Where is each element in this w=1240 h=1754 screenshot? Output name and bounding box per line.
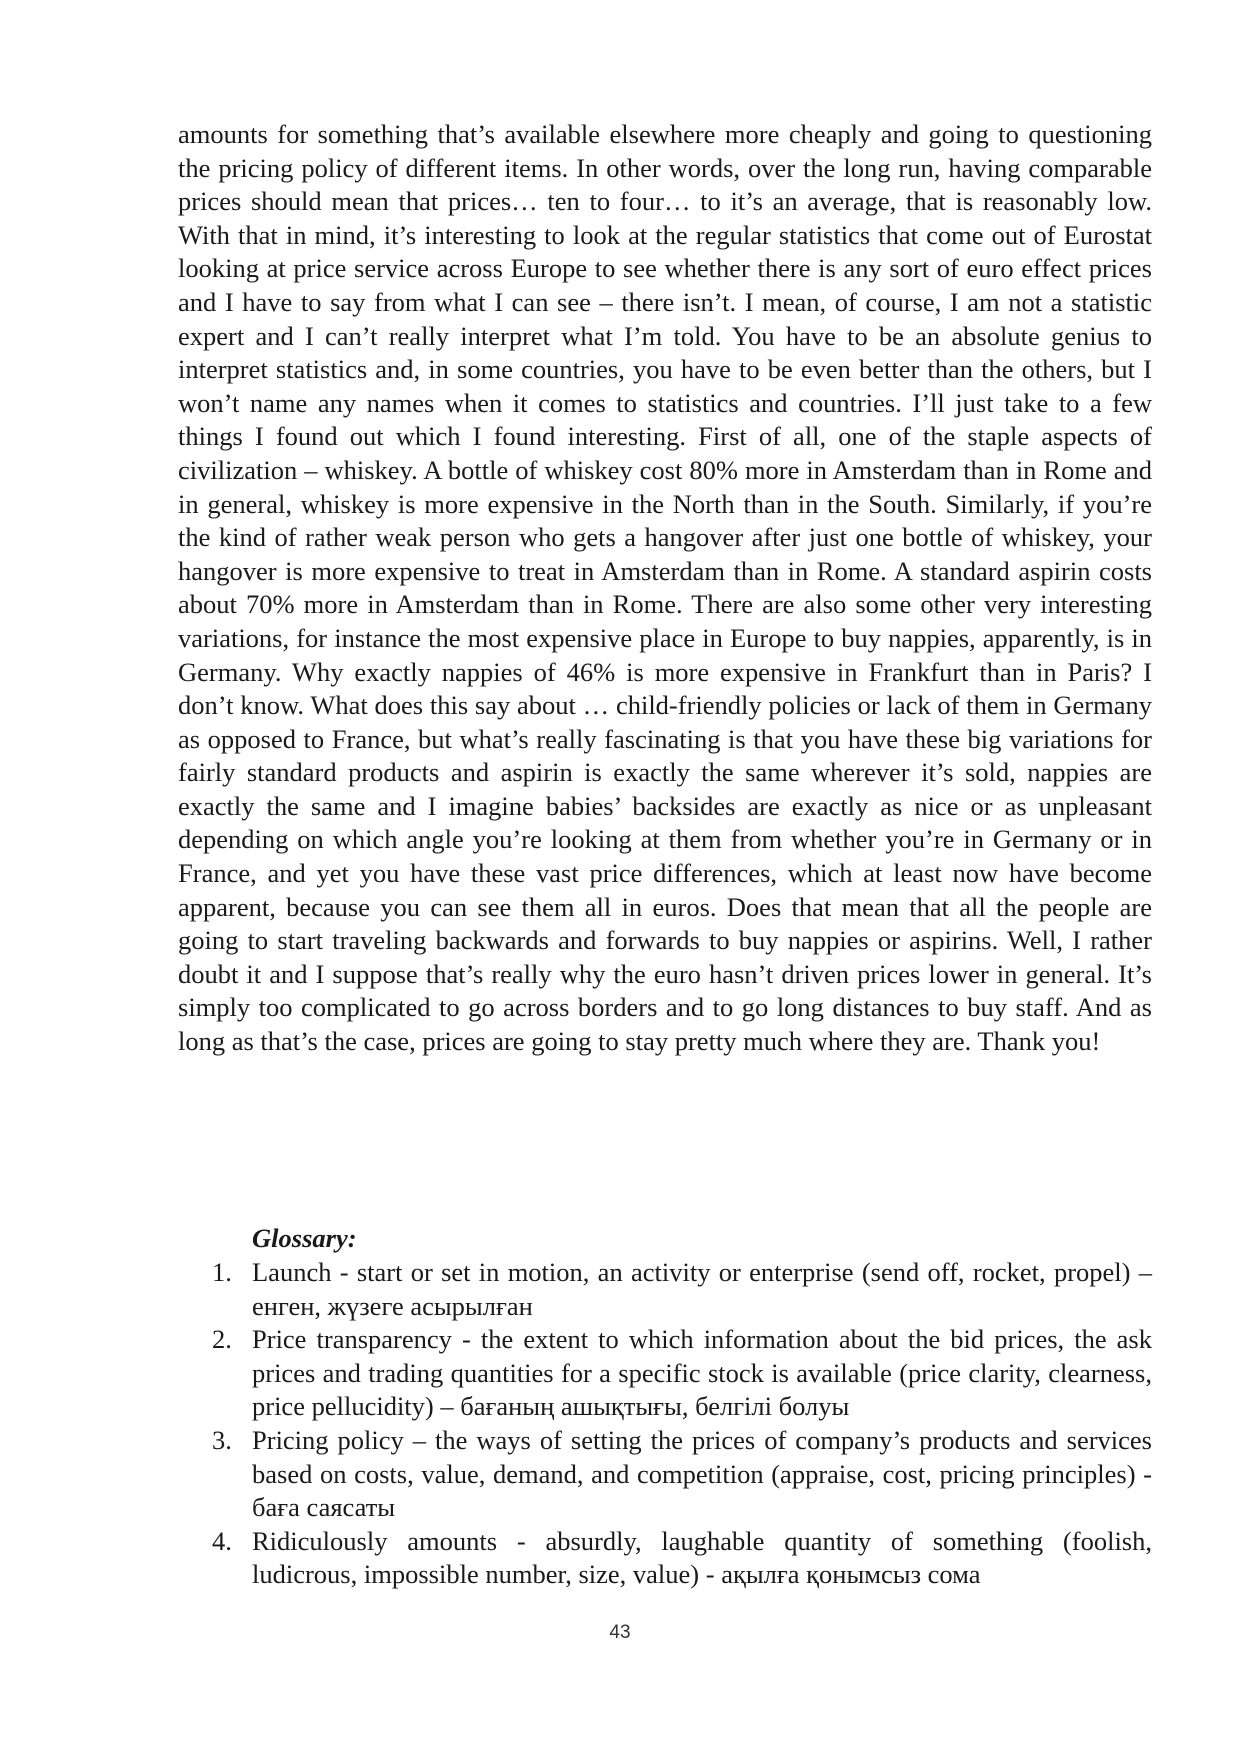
glossary-item-text: Launch - start or set in motion, an activity or enterprise (send off, rocket, propel) – енген, жүзеге асырылған bbox=[252, 1257, 1152, 1321]
glossary-item-number: 4. bbox=[212, 1525, 232, 1556]
glossary-item-text: Price transparency - the extent to which information about the bid prices, the ask prices and trading quantities for a specific stock is available (price clarity, clearness, price pellucidity) – бағаның ашықтығы, белгілі болуы bbox=[252, 1324, 1152, 1422]
page-number: 43 bbox=[609, 1622, 631, 1643]
glossary-item-number: 3. bbox=[212, 1424, 232, 1455]
glossary-item-text: Ridiculously amounts - absurdly, laughable quantity of something (foolish, ludicrous, impossible number, size, value) - ақылға қонымсыз сома bbox=[252, 1525, 1152, 1590]
glossary-item-launch bbox=[212, 1256, 1152, 1323]
glossary-item-text: Pricing policy – the ways of setting the prices of company’s products and services based on costs, value, demand, and competition (appraise, cost, pricing principles) - баға саясаты bbox=[252, 1424, 1152, 1523]
glossary-item-pricing-policy bbox=[212, 1424, 1152, 1525]
glossary-heading: Glossary: bbox=[252, 1223, 357, 1253]
glossary-item-number: 2. bbox=[212, 1324, 232, 1355]
body-paragraph: amounts for something that’s available elsewhere more cheaply and going to questioning the pricing policy of different items. In other words, over the long run, having comparable prices should mean that prices… ten to four… to it’s an average, that is reasonably low. With that in mind, it’s interesting to look at the regular statistics that come out of Eurostat looking at price service across Europe to see whether there is any sort of euro effect prices and I have to say from what I can see – there isn’t. I mean, of course, I am not a statistic expert and I can’t really interpret what I’m told. You have to be an absolute genius to interpret statistics and, in some countries, you have to be even better than the others, but I won’t name any names when it comes to statistics and countries. I’ll just take to a few things I found out which I found interesting. First of all, one of the staple aspects of civilization – whiskey. A bottle of whiskey cost 80% more in Amsterdam than in Rome and in general, whiskey is more expensive in the North than in the South. Similarly, if you’re the kind of rather weak person who gets a hangover after just one bottle of whiskey, your hangover is more expensive to treat in Amsterdam than in Rome. A standard aspirin costs about 70% more in Amsterdam than in Rome. There are also some other very interesting variations, for instance the most expensive place in Europe to buy nappies, apparently, is in Germany. Why exactly nappies of 46% is more expensive in Frankfurt than in Paris? I don’t know. What does this say about … child-friendly policies or lack of them in Germany as opposed to France, but what’s really fascinating is that you have these big variations for fairly standard products and aspirin is exactly the same wherever it’s sold, nappies are exactly the same and I imagine babies’ backsides are exactly as nice or as unpleasant depending on which angle you’re looking at them from whether you’re in Germany or in France, and yet you have these vast price differences, which at least now have become apparent, because you can see them all in euros. Does that mean that all the people are going to start traveling backwards and forwards to buy nappies or aspirins. Well, I rather doubt it and I suppose that’s really why the euro hasn’t driven prices lower in general. It’s simply too complicated to go across borders and to go long distances to buy staff. And as long as that’s the case, prices are going to stay pretty much where they are. Thank you! bbox=[178, 119, 1152, 1057]
glossary-list bbox=[212, 1256, 1152, 1592]
glossary-item-number: 1. bbox=[212, 1257, 232, 1287]
glossary-item-ridiculously-amounts bbox=[212, 1525, 1152, 1592]
glossary-item-price-transparency bbox=[212, 1323, 1152, 1424]
